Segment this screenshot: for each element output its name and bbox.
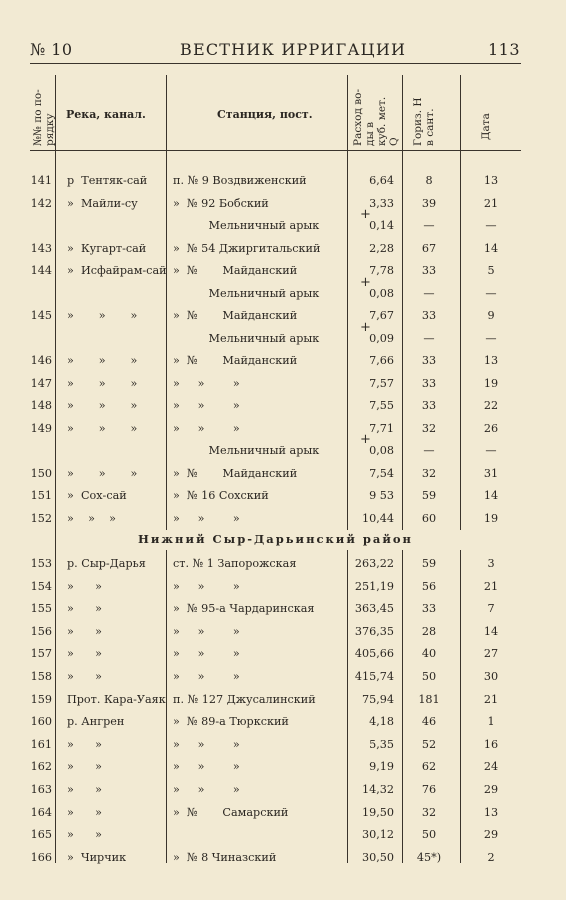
horizon-cell: 60 (421, 511, 437, 525)
date-cell: 19 (483, 376, 499, 390)
river-cell: » » » (67, 354, 138, 367)
flow-cell: 7,78 (369, 264, 394, 277)
station-cell: п. № 127 Джусалинский (173, 692, 316, 706)
flow-cell: 376,35 (354, 624, 394, 638)
river-cell: » » » (67, 376, 138, 390)
table-row (30, 193, 521, 215)
horizon-cell: — (423, 331, 435, 345)
river-cell: » » » (67, 399, 138, 412)
flow-cell: 10,44 (361, 511, 394, 525)
station-cell: » № 8 Чиназский (173, 850, 277, 864)
table-row (30, 779, 521, 801)
header-rule-top (30, 63, 521, 64)
river-cell: » Чирчик (67, 850, 127, 864)
river-cell: » » (67, 602, 103, 616)
horizon-cell: 52 (421, 737, 437, 751)
table-row (30, 576, 521, 598)
table-row (30, 689, 521, 711)
flow-cell: 7,54 (369, 466, 394, 480)
flow-cell: 7,71 (369, 421, 394, 435)
flow-cell: 9,19 (369, 760, 394, 774)
table-row (30, 170, 521, 192)
station-cell: Мельничный арык (173, 331, 320, 345)
station-cell: » » » (173, 624, 240, 638)
table-row (30, 373, 521, 395)
river-cell: р Тентяк-сай (67, 174, 148, 187)
row-number: 151 (30, 489, 52, 502)
horizon-cell: — (423, 219, 435, 232)
flow-cell: 2,28 (369, 241, 394, 255)
station-cell: » № 92 Бобский (173, 196, 269, 210)
row-number: 160 (30, 715, 52, 729)
date-cell: 22 (483, 399, 499, 412)
river-cell: » » (67, 805, 103, 819)
row-number: 162 (30, 760, 52, 774)
date-cell: 21 (483, 579, 499, 593)
column-header-river: Река, канал. (66, 108, 146, 121)
table-row (30, 802, 521, 824)
date-cell: 27 (483, 647, 499, 661)
row-number: 144 (30, 264, 52, 277)
river-cell: » » (67, 670, 103, 683)
table-row (30, 238, 521, 260)
station-cell: Мельничный арык (173, 286, 320, 300)
date-cell: 26 (483, 421, 499, 435)
row-number: 154 (30, 579, 52, 593)
date-cell: — (485, 444, 497, 457)
station-cell: » № Самарский (173, 805, 289, 819)
station-cell: » № 16 Сохский (173, 489, 269, 502)
river-cell: » Исфайрам-сай (67, 264, 167, 277)
river-cell: р. Сыр-Дарья (67, 557, 146, 570)
station-cell: » № 54 Джиргитальский (173, 241, 321, 255)
station-cell: » » » (173, 511, 240, 525)
row-number: 157 (30, 647, 52, 661)
horizon-cell: 33 (421, 309, 437, 322)
horizon-cell: 59 (421, 557, 437, 570)
date-cell: 29 (483, 828, 499, 842)
date-cell: 7 (487, 602, 495, 616)
table-row (30, 756, 521, 778)
station-cell: » № Майданский (173, 466, 298, 480)
row-number: 147 (30, 376, 52, 390)
river-cell: » Кугарт-сай (67, 241, 147, 255)
date-cell: 14 (483, 624, 499, 638)
row-number: 150 (30, 466, 52, 480)
table-row (30, 598, 521, 620)
station-cell: » » » (173, 737, 240, 751)
horizon-cell: 8 (425, 174, 433, 187)
flow-cell: 9 53 (369, 489, 394, 502)
issue-number: № 10 (30, 40, 73, 59)
row-number: 149 (30, 421, 52, 435)
station-cell: » » » (173, 376, 240, 390)
row-number: 148 (30, 399, 52, 412)
row-number: 152 (30, 511, 52, 525)
flow-cell: 7,66 (369, 354, 394, 367)
table-row (30, 508, 521, 530)
flow-cell: 75,94 (361, 692, 394, 706)
horizon-cell: 28 (421, 624, 437, 638)
table-row (30, 643, 521, 665)
river-cell: р. Ангрен (67, 715, 125, 729)
table-row (30, 553, 521, 575)
station-cell: Мельничный арык (173, 219, 320, 232)
horizon-cell: — (423, 286, 435, 300)
table-row (30, 734, 521, 756)
row-number: 164 (30, 805, 52, 819)
station-cell: » » » (173, 670, 240, 683)
river-cell: » Майли-су (67, 196, 138, 210)
flow-cell: 6,64 (369, 174, 394, 187)
horizon-cell: 46 (421, 715, 437, 729)
date-cell: 19 (483, 511, 499, 525)
river-cell: » » (67, 760, 103, 774)
table-row (30, 319, 521, 350)
date-cell: 13 (483, 805, 499, 819)
river-cell: » » (67, 647, 103, 661)
table-row (30, 824, 521, 846)
column-header-date: Дата (480, 113, 492, 140)
station-cell: п. № 9 Воздвиженский (173, 174, 307, 187)
table-row (30, 274, 521, 305)
date-cell: 2 (487, 850, 495, 864)
station-cell: » » » (173, 760, 240, 774)
station-cell: » » » (173, 647, 240, 661)
row-number: 142 (30, 196, 52, 210)
horizon-cell: 62 (421, 760, 437, 774)
date-cell: 13 (483, 354, 499, 367)
station-cell: ст. № 1 Запорожская (173, 557, 297, 570)
flow-cell: 0,08 (369, 444, 394, 457)
flow-cell: 7,57 (369, 376, 394, 390)
plus-sign: + (360, 432, 371, 447)
row-number: 146 (30, 354, 52, 367)
column-header-station: Станция, пост. (217, 108, 313, 121)
table-row (30, 305, 521, 327)
date-cell: 21 (483, 196, 499, 210)
flow-cell: 405,66 (354, 647, 394, 661)
river-cell: » » » (67, 511, 116, 525)
table-row (30, 207, 521, 237)
horizon-cell: 76 (421, 783, 437, 796)
row-number: 158 (30, 670, 52, 683)
horizon-cell: 59 (421, 489, 437, 502)
flow-cell: 415,74 (354, 670, 394, 683)
horizon-cell: 33 (421, 602, 437, 616)
station-cell: » » » (173, 399, 240, 412)
horizon-cell: 40 (421, 647, 437, 661)
flow-cell: 30,12 (361, 828, 394, 842)
row-number: 166 (30, 850, 52, 864)
river-cell: » » » (67, 421, 138, 435)
station-cell: » № Майданский (173, 354, 298, 367)
flow-cell: 263,22 (354, 557, 394, 570)
row-number: 163 (30, 783, 52, 796)
column-header-num: №№ по по- рядку (32, 89, 56, 146)
horizon-cell: 33 (421, 399, 437, 412)
date-cell: 31 (483, 466, 499, 480)
horizon-cell: 32 (421, 805, 437, 819)
horizon-cell: 56 (421, 579, 437, 593)
flow-cell: 7,67 (369, 309, 394, 322)
horizon-cell: 33 (421, 264, 437, 277)
flow-cell: 19,50 (361, 805, 394, 819)
horizon-cell: 32 (421, 466, 437, 480)
date-cell: 14 (483, 241, 499, 255)
plus-sign: + (360, 319, 371, 335)
flow-cell: 363,45 (354, 602, 394, 616)
table-row (30, 395, 521, 417)
journal-title: ВЕСТНИК ИРРИГАЦИИ (180, 40, 407, 59)
flow-cell: 0,14 (369, 219, 394, 232)
date-cell: 3 (487, 557, 495, 570)
header-rule-bottom (30, 150, 521, 151)
flow-cell: 30,50 (361, 850, 394, 864)
table-row (30, 260, 521, 282)
row-number: 159 (30, 692, 52, 706)
row-number: 161 (30, 737, 52, 751)
river-cell: » » » (67, 309, 138, 322)
date-cell: 9 (487, 309, 495, 322)
date-cell: 13 (483, 174, 499, 187)
flow-cell: 4,18 (369, 715, 394, 729)
table-row (30, 847, 521, 869)
date-cell: 24 (483, 760, 499, 774)
row-number: 156 (30, 624, 52, 638)
river-cell: » » (67, 579, 103, 593)
row-number: 155 (30, 602, 52, 616)
table-row (30, 621, 521, 643)
date-cell: — (485, 331, 497, 345)
river-cell: » » (67, 783, 103, 796)
horizon-cell: 33 (421, 354, 437, 367)
flow-cell: 14,32 (361, 783, 394, 796)
flow-cell: 5,35 (369, 737, 394, 751)
table-row (30, 350, 521, 372)
date-cell: 21 (483, 692, 499, 706)
station-cell: » » » (173, 579, 240, 593)
date-cell: 16 (483, 737, 499, 751)
horizon-cell: 181 (418, 692, 440, 706)
section-title: Нижний Сыр-Дарьинский район (138, 532, 413, 546)
river-cell: » » » (67, 466, 138, 480)
date-cell: 14 (483, 489, 499, 502)
column-header-horizon: Гориз. Н в сант. (412, 97, 436, 146)
station-cell: » № Майданский (173, 309, 298, 322)
flow-cell: 7,55 (369, 399, 394, 412)
plus-sign: + (360, 274, 371, 290)
station-cell: » № Майданский (173, 264, 298, 277)
row-number: 165 (30, 828, 52, 842)
station-cell: » » » (173, 783, 240, 796)
row-number: 143 (30, 241, 52, 255)
river-cell: » Сох-сай (67, 489, 127, 502)
horizon-cell: — (423, 444, 435, 457)
row-number: 145 (30, 309, 52, 322)
date-cell: 30 (483, 670, 499, 683)
table-row (30, 418, 521, 440)
station-cell: Мельничный арык (173, 444, 320, 457)
horizon-cell: 50 (421, 670, 437, 683)
date-cell: 29 (483, 783, 499, 796)
flow-cell: 251,19 (354, 579, 394, 593)
river-cell: » » (67, 624, 103, 638)
plus-sign: + (360, 207, 371, 222)
river-cell: » » (67, 828, 103, 842)
date-cell: — (485, 219, 497, 232)
table-row (30, 463, 521, 485)
horizon-cell: 39 (421, 196, 437, 210)
row-number: 141 (30, 174, 52, 187)
date-cell: — (485, 286, 497, 300)
table-row (30, 666, 521, 688)
table-row (30, 711, 521, 733)
table-row (30, 485, 521, 507)
station-cell: » № 95-а Чардаринская (173, 602, 315, 616)
row-number: 153 (30, 557, 52, 570)
column-header-flow: Расход во- ды в куб. мет. Q (352, 88, 400, 146)
horizon-cell: 67 (421, 241, 437, 255)
horizon-cell: 50 (421, 828, 437, 842)
flow-cell: 3,33 (369, 196, 394, 210)
flow-cell: 0,08 (369, 286, 394, 300)
table-row (30, 432, 521, 462)
river-cell: » » (67, 737, 103, 751)
page-number: 113 (487, 40, 520, 59)
flow-cell: 0,09 (369, 331, 394, 345)
horizon-cell: 33 (421, 376, 437, 390)
horizon-cell: 32 (421, 421, 437, 435)
station-cell: » № 89-а Тюркский (173, 715, 289, 729)
date-cell: 1 (487, 715, 495, 729)
station-cell: » » » (173, 421, 240, 435)
river-cell: Прот. Кара-Уаяк (67, 692, 166, 706)
horizon-cell: 45*) (416, 850, 442, 864)
date-cell: 5 (487, 264, 495, 277)
